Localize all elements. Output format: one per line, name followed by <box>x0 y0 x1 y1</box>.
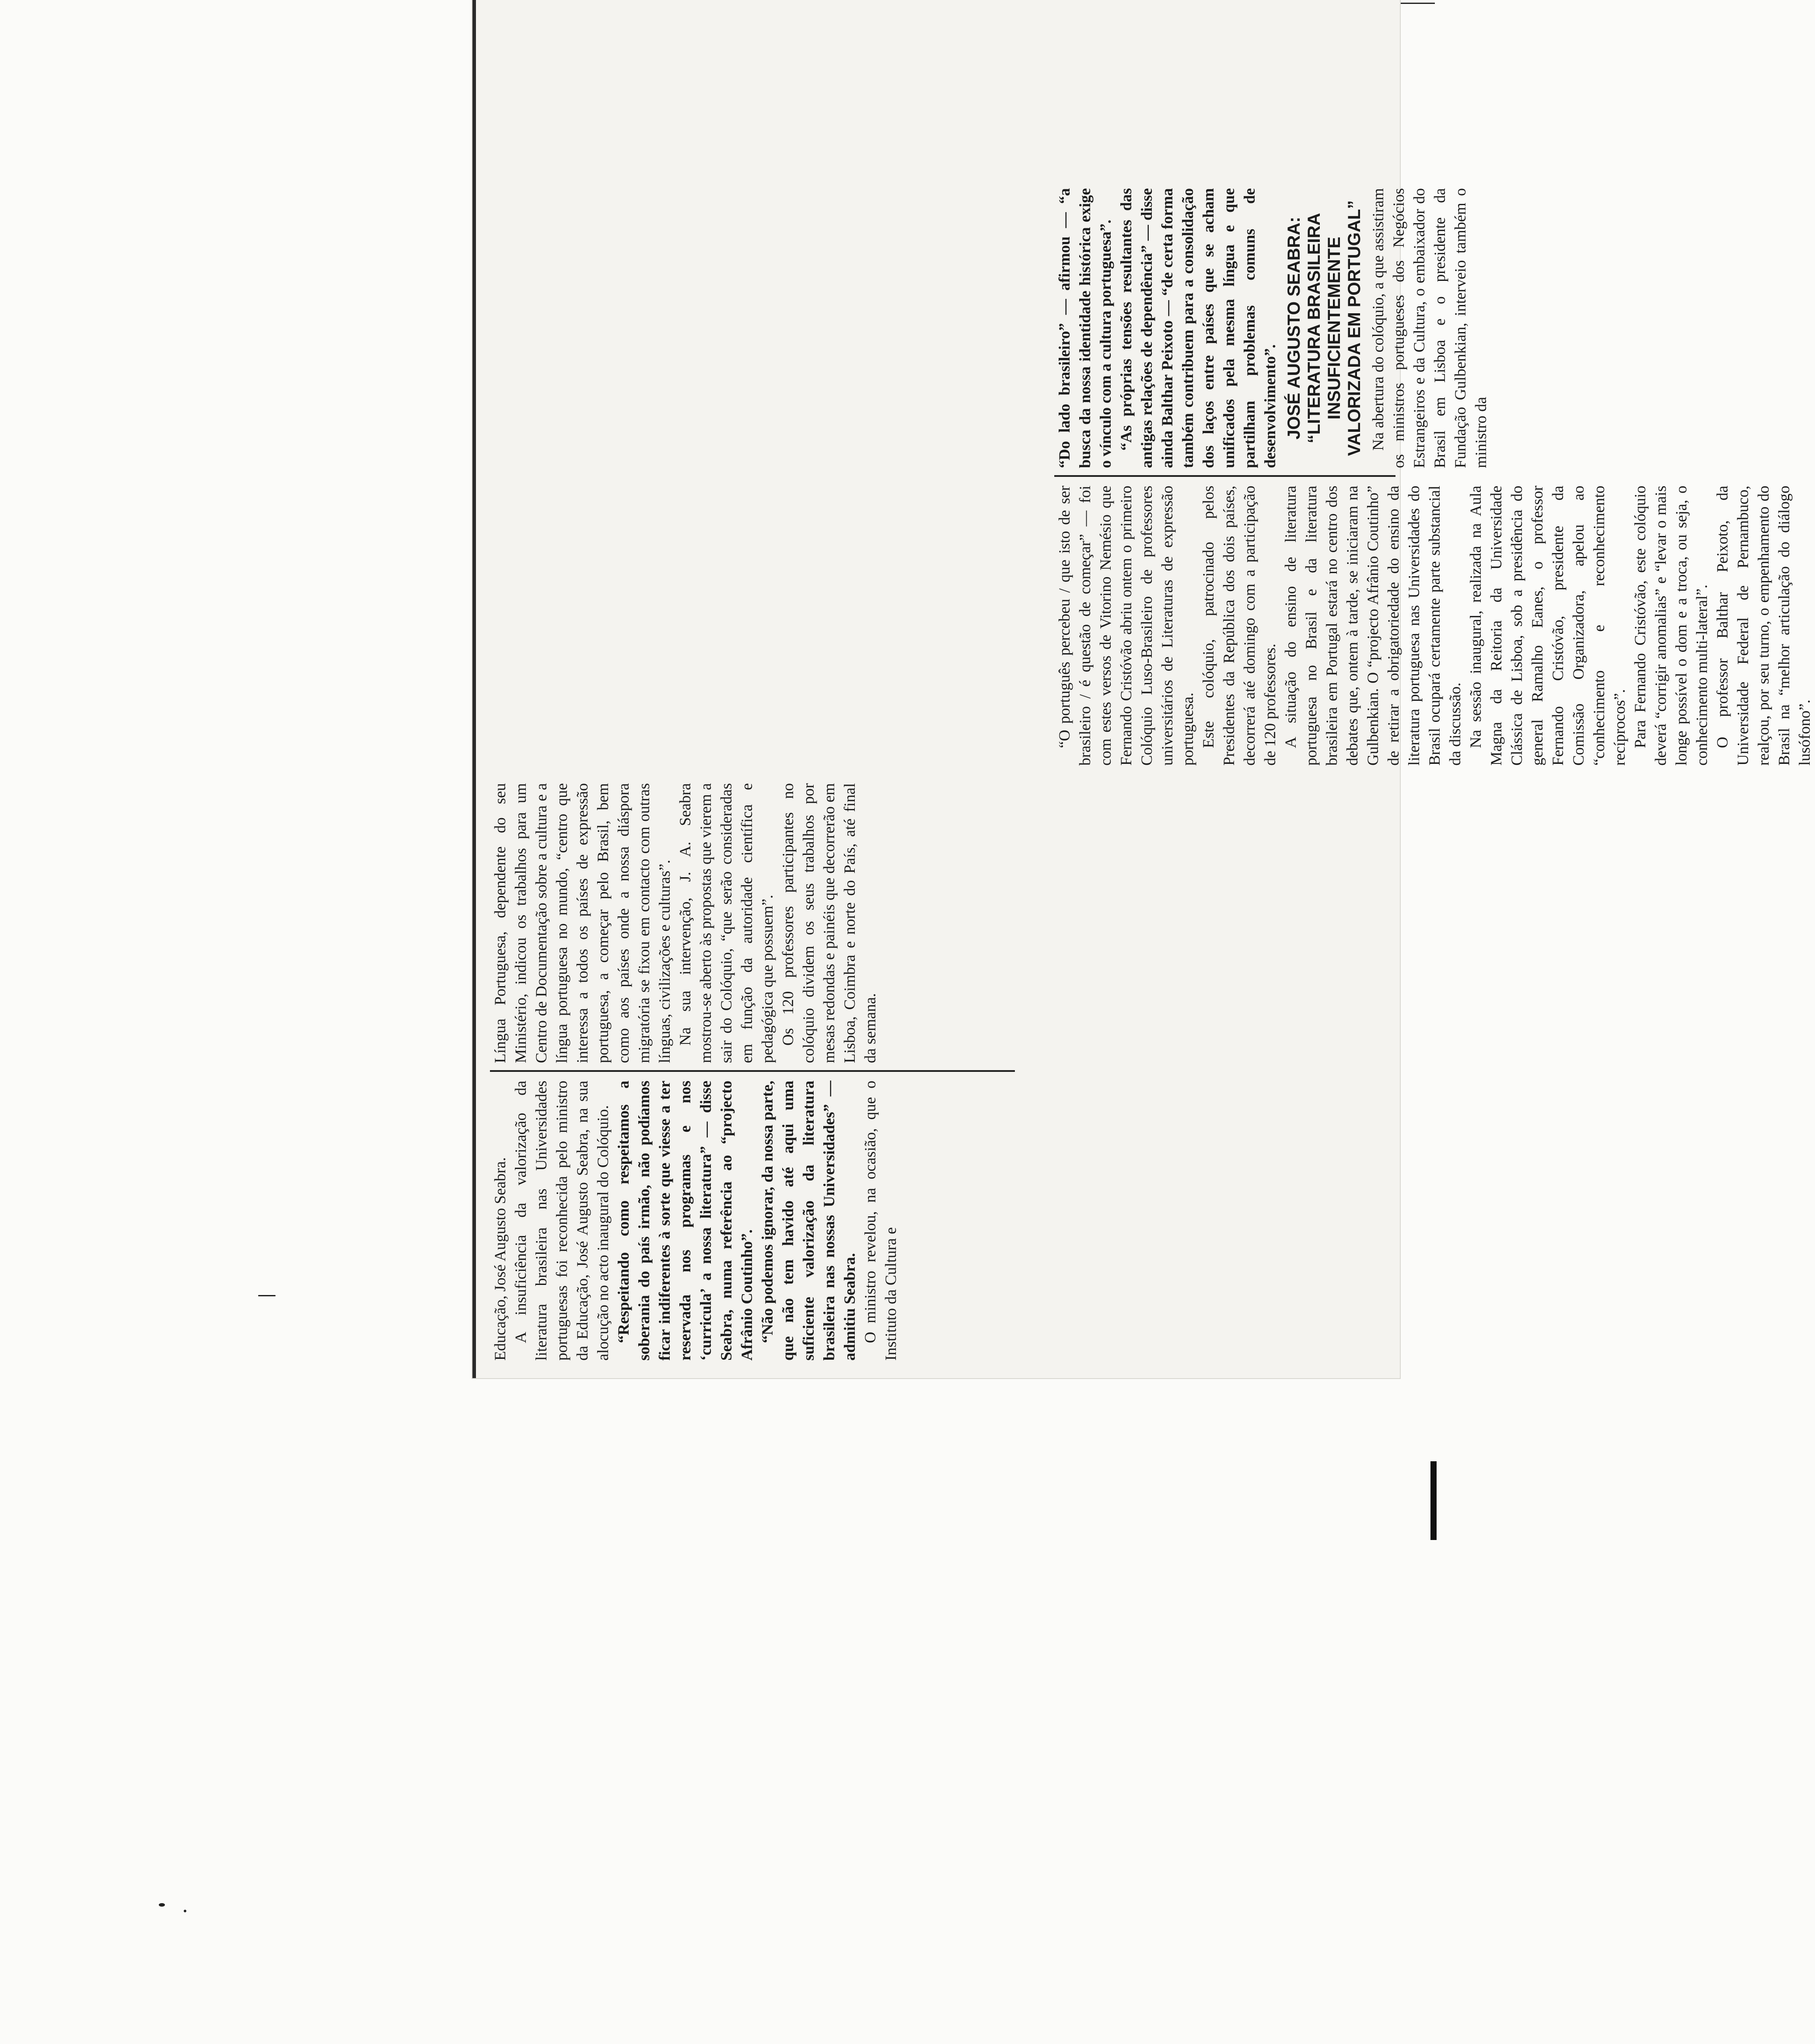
article-column-2 <box>490 783 881 1063</box>
margin-bar <box>1430 1461 1437 1540</box>
paragraph: Na sessão inaugural, realizada na Aula Magna da Reitoria da Universidade Clássica de Lisboa, sob a presidência do general Ramalho Eanes, o professor Fernando Cristóvão, presidente da Comissão Organizadora, apelou ao “conhecimento e reconhecimento recíprocos”. <box>1467 486 1628 766</box>
paragraph: “O português percebeu / que isto de ser brasileiro / é questão de começar” — foi com estes versos de Vitorino Nemésio que Fernando Cristóvão abriu ontem o primeiro Colóquio Luso-Brasileiro de professores universitários de Literaturas de expressão portuguesa. <box>1056 486 1196 766</box>
article-column-4 <box>1054 188 1491 468</box>
paragraph: “As próprias tensões resultantes das antigas relações de dependência” — disse ainda Balthar Peixoto — “de certa forma também contribuem para a consolidação dos laços entre países que se acham unificados pela mesma língua e que partilham problemas comuns de desenvolvimento”. <box>1117 188 1279 468</box>
article-column-3 <box>1054 486 1815 766</box>
paragraph: A insuficiência da valorização da literatura brasileira nas Universidades portuguesas foi reconhecida pelo ministro da Educação, José Augusto Seabra, na sua alocução no acto inaugural do Colóquio. <box>512 1081 612 1361</box>
paragraph: Educação, José Augusto Seabra. <box>491 1157 509 1361</box>
paragraph: A situação do ensino de literatura portuguesa no Brasil e da literatura brasileira em Portugal estará no centro dos debates que, ontem à tarde, se iniciaram na Gulbenkian. O “projecto Afrânio Coutinho” de retirar a obrigatoriedade do ensino da literatura portuguesa nas Universidades do Brasil ocupará certamente parte substancial da discussão. <box>1282 486 1464 766</box>
paragraph: Este colóquio, patrocinado pelos Presidentes da República dos dois países, decorrerá até domingo com a participação de 120 professores. <box>1200 486 1279 766</box>
paragraph: Para Fernando Cristóvão, este colóquio deverá “corrigir anomalias” e “levar o mais longe possível o dom e a troca, ou seja, o conhecimento multi-lateral”. <box>1631 486 1710 766</box>
article-column-1 <box>490 1081 901 1361</box>
paragraph: “Não podemos ignorar, da nossa parte, que não tem havido até aqui uma suficiente valorização da literatura brasileira nas nossas Universidades” — admitiu Seabra. <box>759 1081 858 1361</box>
paragraph: Na sua intervenção, J. A. Seabra mostrou-se aberto às propostas que vierem a sair do Colóquio, “que serão consideradas em função da autoridade científica e pedagógica que possuem”. <box>676 783 776 1063</box>
paragraph: O professor Balthar Peixoto, da Universidade Federal de Pernambuco, realçou, por seu turno, o empenhamento do Brasil na “melhor articulação do diálogo lusófono”. <box>1714 486 1813 766</box>
scan-speck <box>184 1910 186 1912</box>
scan-speck <box>159 1903 165 1907</box>
column-rule <box>1054 475 1395 477</box>
paragraph: Na abertura do colóquio, a que assistiram os ministros portugueses dos Negócios Estrangeiros e da Cultura, o embaixador do Brasil em Lisboa e o presidente da Fundação Gulbenkian, interveio também o ministro da <box>1369 188 1490 468</box>
paragraph: Os 120 professores participantes no colóquio dividem os seus trabalhos por mesas redondas e painéis que decorrerão em Lisboa, Coimbra e norte do País, até final da semana. <box>779 783 879 1063</box>
paragraph: Língua Portuguesa, dependente do seu Ministério, indicou os trabalhos para um Centro de Documentação sobre a cultura e a língua portuguesa no mundo, “centro que interessa a todos os países de expressão portuguesa, a começar pelo Brasil, bem como aos países onde a nossa diáspora migratória se fixou em contacto com outras línguas, civilizações e culturas”. <box>491 783 673 1063</box>
paragraph: “Respeitando como respeitamos a soberania do país irmão, não podíamos ficar indiferentes à sorte que viesse a ter reservada nos programas e nos ‘curricula’ a nossa literatura” — disse Seabra, numa referência ao “projecto Afrânio Coutinho”. <box>615 1081 755 1361</box>
paragraph: “Do lado brasileiro” — afirmou — “a busca da nossa identidade histórica exige o vínculo com a cultura portuguesa”. <box>1056 188 1114 468</box>
article-subheading: JOSÉ AUGUSTO SEABRA: “LITERATURA BRASILEIRA INSUFICIENTEMENTE VALORIZADA EM PORTUGAL” <box>1284 200 1364 456</box>
newspaper-clipping <box>472 0 1813 1378</box>
column-rule <box>490 1070 1015 1072</box>
paragraph: O ministro revelou, na ocasião, que o Instituto da Cultura e <box>861 1081 899 1361</box>
scan-speck <box>258 1295 276 1296</box>
